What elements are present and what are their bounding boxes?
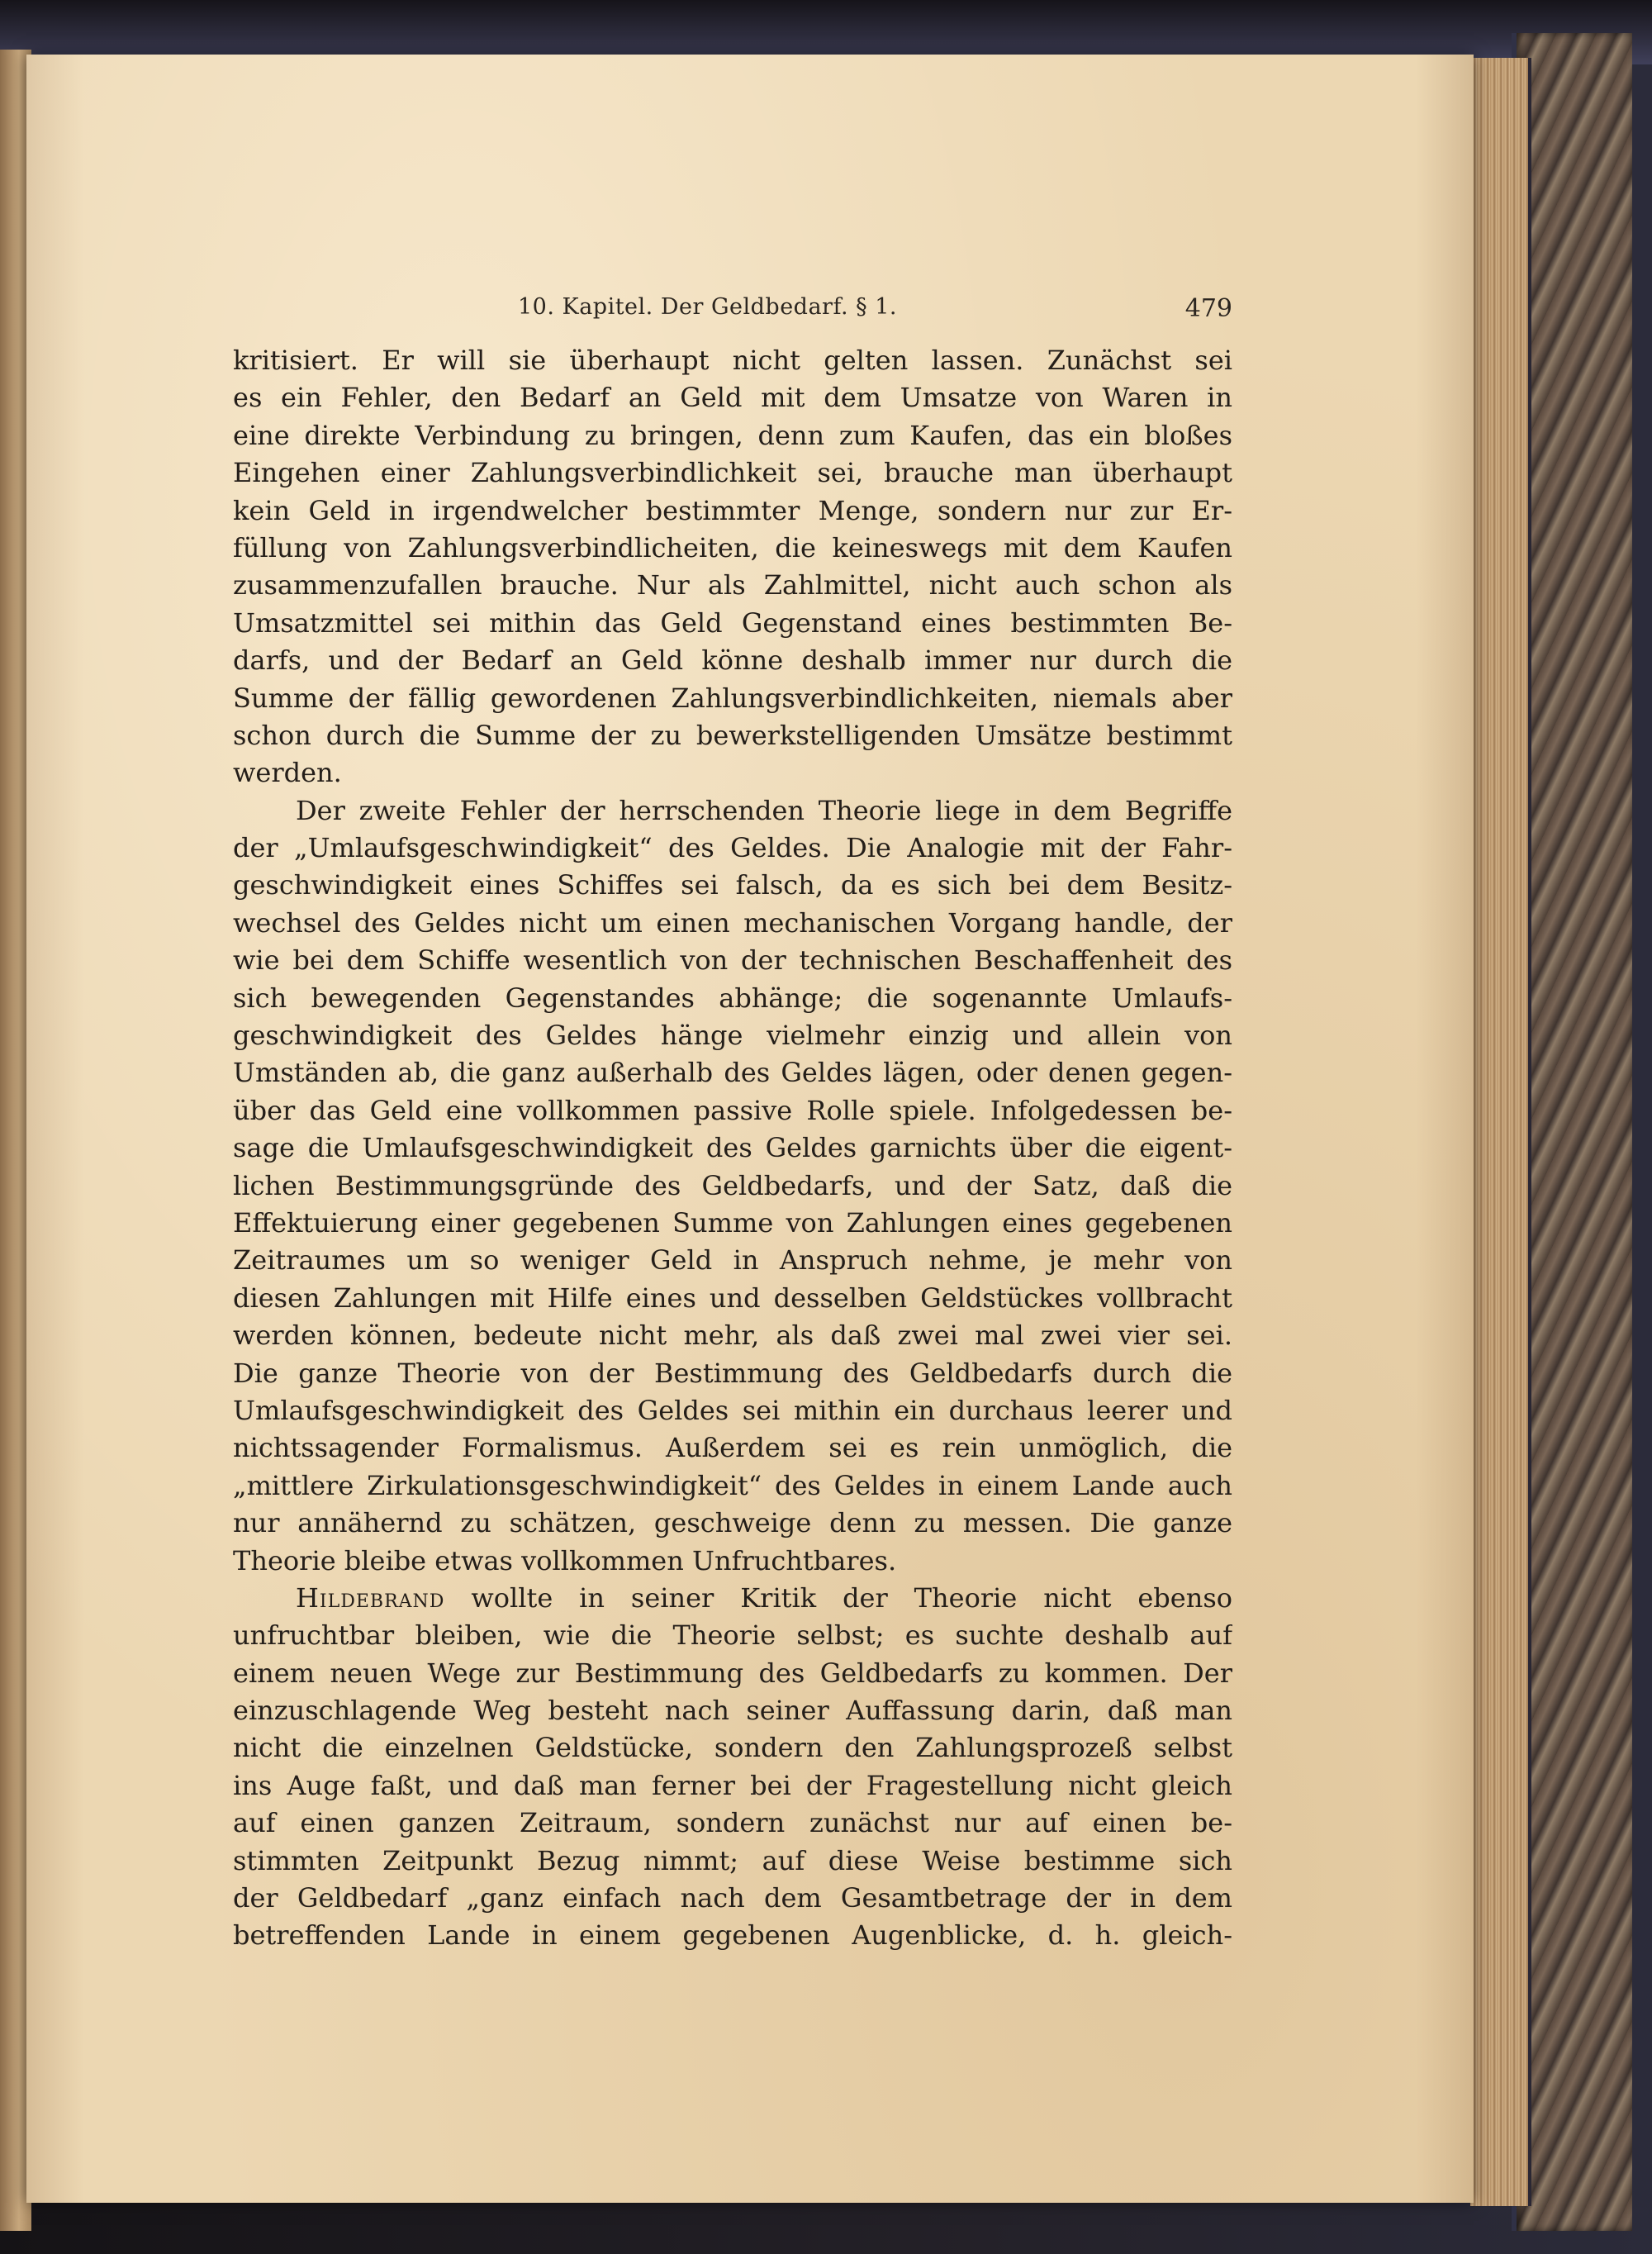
text-line: sich bewegenden Gegenstandes abhänge; die sogenannte Umlaufs-	[233, 982, 1232, 1014]
text-line: kein Geld in irgendwelcher bestimmter Menge, sondern nur zur Er-	[233, 494, 1232, 526]
text-line: eine direkte Verbindung zu bringen, denn zum Kaufen, das ein bloßes	[233, 419, 1232, 451]
text-line: schon durch die Summe der zu bewerkstelligenden Umsätze bestimmt	[233, 719, 1232, 751]
text-line: geschwindigkeit eines Schiffes sei falsch, da es sich bei dem Besitz-	[233, 869, 1232, 901]
text-line: darfs, und der Bedarf an Geld könne deshalb immer nur durch die	[233, 644, 1232, 677]
text-line: nur annähernd zu schätzen, geschweige denn zu messen. Die ganze	[233, 1507, 1232, 1539]
text-line: geschwindigkeit des Geldes hänge vielmehr einzig und allein von	[233, 1020, 1232, 1052]
text-line	[233, 1580, 1232, 1617]
running-title: 10. Kapitel. Der Geldbedarf. § 1.	[518, 294, 898, 320]
text-line: Eingehen einer Zahlungsverbindlichkeit sei, brauche man überhaupt	[233, 457, 1232, 489]
text-line: kritisiert. Er will sie überhaupt nicht gelten lassen. Zunächst sei	[233, 345, 1232, 376]
text-line: der Geldbedarf „ganz einfach nach dem Gesamtbetrage der in dem	[233, 1882, 1232, 1914]
body-text	[233, 342, 1232, 1955]
text-line: nicht die einzelnen Geldstücke, sondern den Zahlungsprozeß selbst	[233, 1732, 1232, 1764]
book-page	[26, 55, 1474, 2203]
text-line: werden können, bedeute nicht mehr, als daß zwei mal zwei vier sei.	[233, 1320, 1232, 1352]
text-line: Die ganze Theorie von der Bestimmung des Geldbedarfs durch die	[233, 1357, 1232, 1389]
text-line: „mittlere Zirkulationsgeschwindigkeit“ des Geldes in einem Lande auch	[233, 1469, 1232, 1501]
text-line: Summe der fällig gewordenen Zahlungsverbindlichkeiten, niemals aber	[233, 682, 1232, 714]
text-line-continuation: wollte in seiner Kritik der Theorie nicht ebenso	[471, 1581, 1232, 1614]
page-edges	[1470, 58, 1531, 2206]
text-line: Umständen ab, die ganz außerhalb des Geldes lägen, oder denen gegen-	[233, 1057, 1232, 1089]
text-line: einem neuen Wege zur Bestimmung des Geldbedarfs zu kommen. Der	[233, 1657, 1232, 1689]
text-line: zusammenzufallen brauche. Nur als Zahlmittel, nicht auch schon als	[233, 569, 1232, 602]
text-line: über das Geld eine vollkommen passive Rolle spiele. Infolgedessen be-	[233, 1094, 1232, 1126]
text-line: Zeitraumes um so weniger Geld in Anspruch nehme, je mehr von	[233, 1244, 1232, 1277]
author-name-hildebrand: Hildebrand	[296, 1581, 445, 1614]
text-line: Der zweite Fehler der herrschenden Theorie liege in dem Begriffe	[296, 794, 1232, 826]
page-number: 479	[1184, 294, 1232, 323]
text-line: einzuschlagende Weg besteht nach seiner Auffassung darin, daß man	[233, 1695, 1232, 1727]
page-header	[233, 294, 1232, 330]
text-line: sage die Umlaufsgeschwindigkeit des Geldes garnichts über die eigent-	[233, 1132, 1232, 1164]
text-line: diesen Zahlungen mit Hilfe eines und desselben Geldstückes vollbracht	[233, 1282, 1232, 1314]
text-line: es ein Fehler, den Bedarf an Geld mit dem Umsatze von Waren in	[233, 382, 1232, 414]
text-line: Umlaufsgeschwindigkeit des Geldes sei mithin ein durchaus leerer und	[233, 1394, 1232, 1426]
text-line: wechsel des Geldes nicht um einen mechanischen Vorgang handle, der	[233, 906, 1232, 939]
text-line: ins Auge faßt, und daß man ferner bei der Fragestellung nicht gleich	[233, 1769, 1232, 1801]
text-line: werden.	[233, 757, 342, 789]
text-line: füllung von Zahlungsverbindlicheiten, die keineswegs mit dem Kaufen	[233, 531, 1232, 564]
text-line: nichtssagender Formalismus. Außerdem sei es rein unmöglich, die	[233, 1432, 1232, 1464]
text-line: unfruchtbar bleiben, wie die Theorie selbst; es suchte deshalb auf	[233, 1619, 1232, 1652]
text-line: stimmten Zeitpunkt Bezug nimmt; auf diese Weise bestimme sich	[233, 1844, 1232, 1876]
text-line: wie bei dem Schiffe wesentlich von der technischen Beschaffenheit des	[233, 944, 1232, 977]
text-line: Theorie bleibe etwas vollkommen Unfruchtbares.	[233, 1544, 897, 1576]
text-line: betreffenden Lande in einem gegebenen Augenblicke, d. h. gleich-	[233, 1919, 1232, 1952]
text-line: Effektuierung einer gegebenen Summe von Zahlungen eines gegebenen	[233, 1206, 1232, 1239]
text-line: der „Umlaufsgeschwindigkeit“ des Geldes. Die Analogie mit der Fahr-	[233, 832, 1232, 864]
text-line: Umsatzmittel sei mithin das Geld Gegenstand eines bestimmten Be-	[233, 606, 1232, 639]
text-line: auf einen ganzen Zeitraum, sondern zunächst nur auf einen be-	[233, 1807, 1232, 1839]
text-line: lichen Bestimmungsgründe des Geldbedarfs, und der Satz, daß die	[233, 1169, 1232, 1201]
